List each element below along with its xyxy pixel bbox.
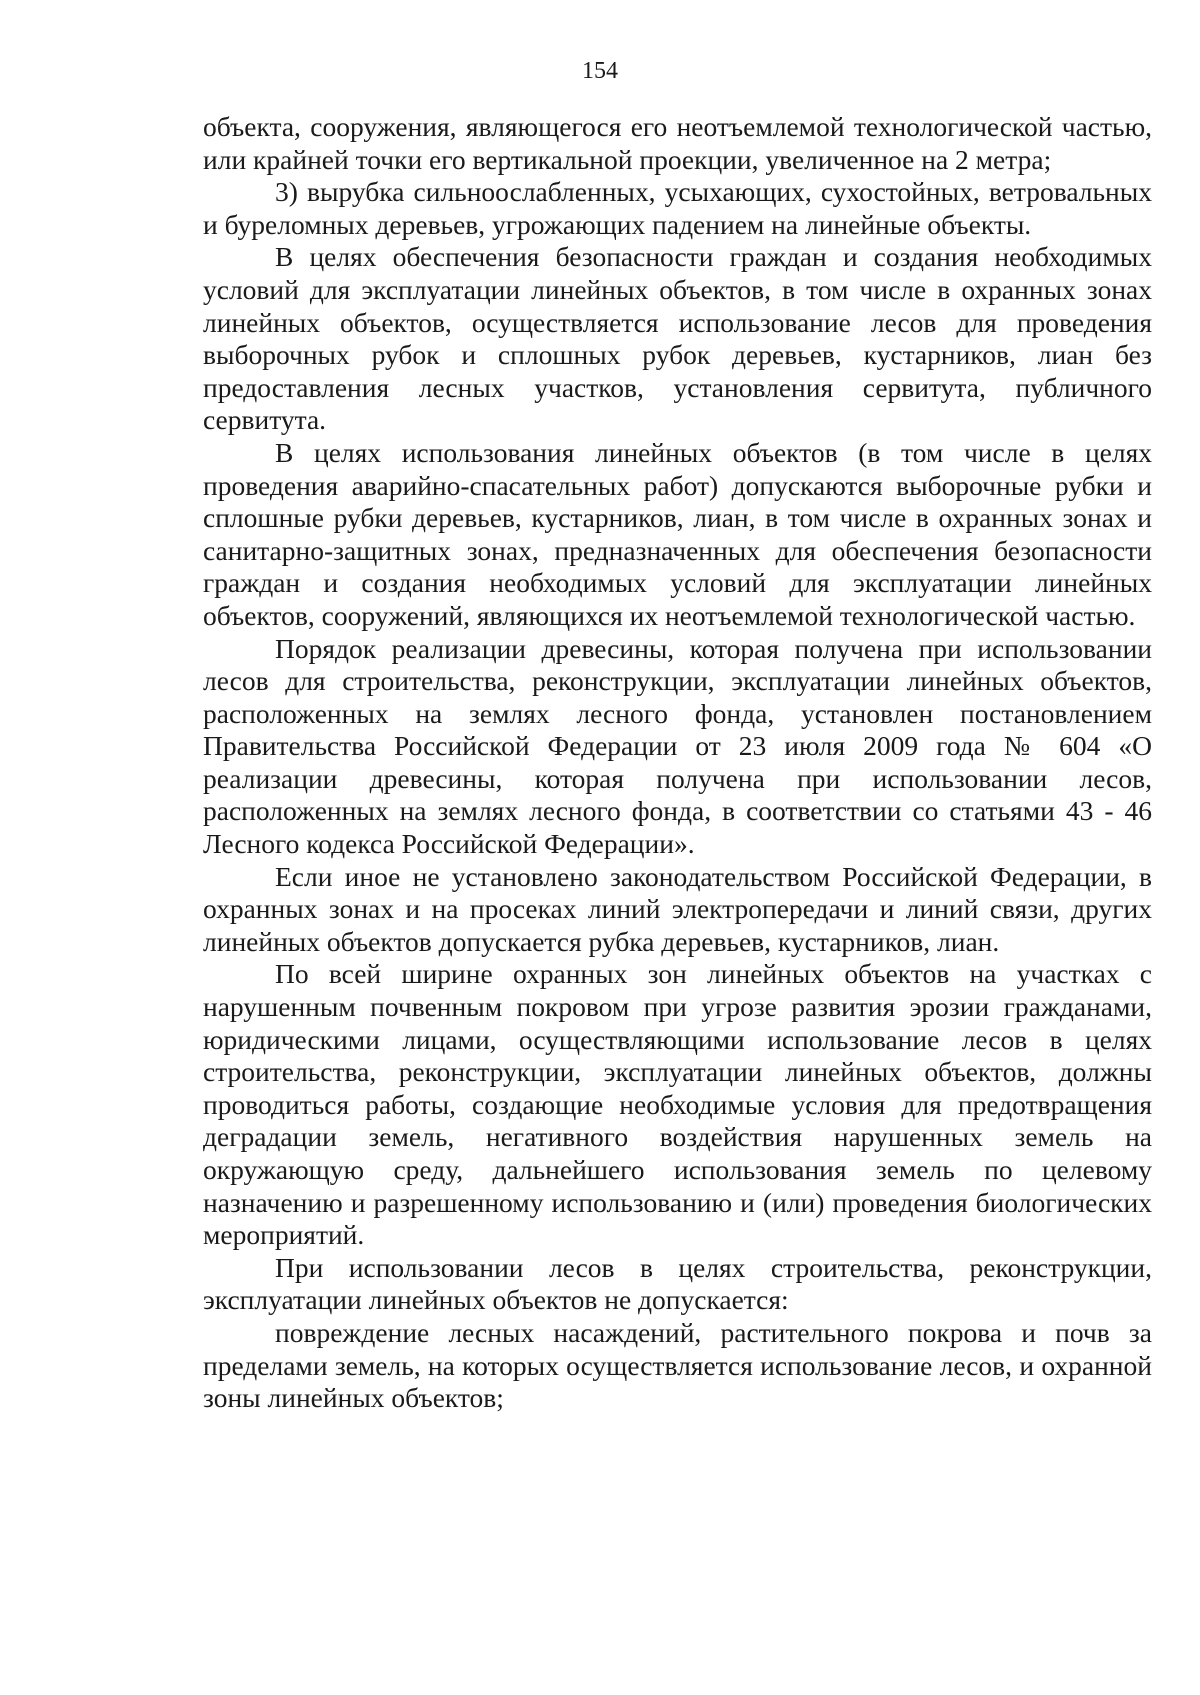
paragraph-prohibition-damage: повреждение лесных насаждений, растительного покрова и почв за пределами земель, на которых осуществляется использование лесов, и охранной зоны линейных объектов;: [203, 1316, 1152, 1414]
paragraph-safety-cutting: В целях обеспечения безопасности граждан и создания необходимых условий для эксплуатации линейных объектов, в том числе в охранных зонах линейных объектов, осуществляется использование лесов для проведения выборочных рубок и сплошных рубок деревьев, кустарников, лиан без предоставления лесных участков, установления сервитута, публичного сервитута.: [203, 241, 1152, 436]
paragraph-item-3: 3) вырубка сильноослабленных, усыхающих, сухостойных, ветровальных и буреломных деревьев, угрожающих падением на линейные объекты.: [203, 176, 1152, 240]
paragraph-continuation: объекта, сооружения, являющегося его неотъемлемой технологической частью, или крайней точки его вертикальной проекции, увеличенное на 2 метра;: [203, 111, 1152, 175]
document-body: [203, 111, 1152, 1415]
paragraph-linear-objects-use: В целях использования линейных объектов (в том числе в целях проведения аварийно-спасательных работ) допускаются выборочные рубки и сплошные рубки деревьев, кустарников, лиан, в том числе в охранных зонах и санитарно-защитных зонах, предназначенных для обеспечения безопасности граждан и создания необходимых условий для эксплуатации линейных объектов, сооружений, являющихся их неотъемлемой технологической частью.: [203, 436, 1152, 631]
paragraph-erosion-works: По всей ширине охранных зон линейных объектов на участках с нарушенным почвенным покровом при угрозе развития эрозии гражданами, юридическими лицами, осуществляющими использование лесов в целях строительства, реконструкции, эксплуатации линейных объектов, должны проводиться работы, создающие необходимые условия для предотвращения деградации земель, негативного воздействия нарушенных земель на окружающую среду, дальнейшего использования земель по целевому назначению и разрешенному использованию и (или) проведения биологических мероприятий.: [203, 958, 1152, 1251]
paragraph-prohibitions-intro: При использовании лесов в целях строительства, реконструкции, эксплуатации линейных объектов не допускается:: [203, 1251, 1152, 1316]
paragraph-timber-sale-procedure: Порядок реализации древесины, которая получена при использовании лесов для строительства, реконструкции, эксплуатации линейных объектов, расположенных на землях лесного фонда, установлен постановлением Правительства Российской Федерации от 23 июля 2009 года № 604 «О реализации древесины, которая получена при использовании лесов, расположенных на землях лесного фонда, в соответствии со статьями 43 - 46 Лесного кодекса Российской Федерации».: [203, 632, 1152, 860]
page-number: 154: [582, 58, 618, 84]
paragraph-protection-zones: Если иное не установлено законодательством Российской Федерации, в охранных зонах и на просеках линий электропередачи и линий связи, других линейных объектов допускается рубка деревьев, кустарников, лиан.: [203, 860, 1152, 957]
